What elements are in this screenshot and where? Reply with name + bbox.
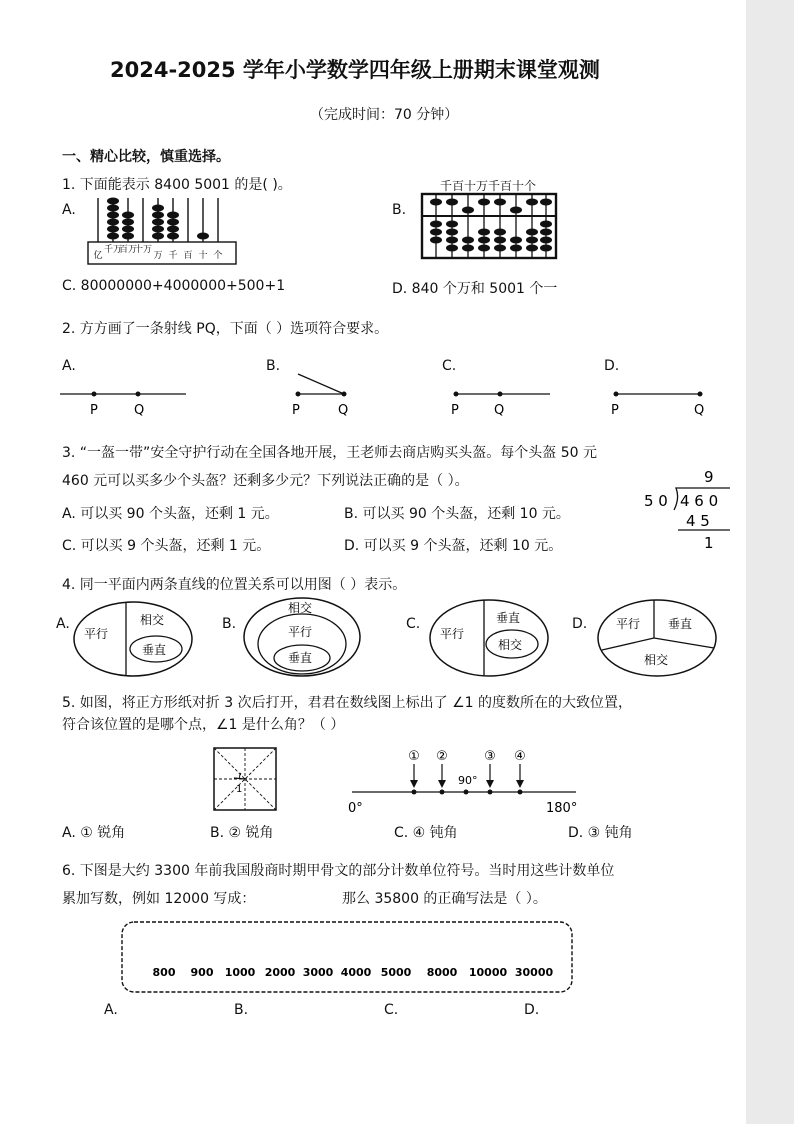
unit-800: 800 xyxy=(152,966,176,979)
q5-option-a: A. ① 锐角 xyxy=(62,825,126,841)
ray-d-point-p: P xyxy=(611,403,619,418)
degree-number-line xyxy=(338,744,592,816)
venn-c-right-bottom: 相交 xyxy=(498,638,523,652)
ray-diagram-c xyxy=(448,380,554,420)
venn-a-left: 平行 xyxy=(84,627,109,641)
division-remainder: 1 xyxy=(704,534,714,552)
q4-option-a-label: A. xyxy=(56,616,70,632)
venn-c-left: 平行 xyxy=(440,627,465,641)
q6-option-d: D. xyxy=(524,1002,540,1018)
ray-d-point-q: Q xyxy=(694,403,705,418)
venn-b-outer: 相交 xyxy=(288,601,313,615)
venn-b-middle: 平行 xyxy=(288,625,313,639)
unit-8000: 8000 xyxy=(426,966,458,979)
unit-10000: 10000 xyxy=(468,966,508,979)
q6-stem-line2: 累加写数，例如 12000 写成： xyxy=(62,891,256,907)
q5-stem-line1: 5. 如图，将正方形纸对折 3 次后打开，君君在数线图上标出了 ∠1 的度数所在的大致位置， xyxy=(62,695,632,711)
q1-option-a-label: A. xyxy=(62,202,76,218)
ray-b-point-q: Q xyxy=(338,403,349,418)
q3-option-d: D. 可以买 9 个头盔，还剩 10 元。 xyxy=(344,538,563,554)
division-divisor: 5 0 xyxy=(644,492,668,510)
q6-option-b: B. xyxy=(234,1002,249,1018)
division-product: 4 5 xyxy=(686,512,710,530)
page-title: 2024-2025 学年小学数学四年级上册期末课堂观测 xyxy=(110,58,600,82)
q1-option-c: C. 80000000+4000000+500+1 xyxy=(62,278,286,294)
q4-option-c-label: C. xyxy=(406,616,421,632)
division-quotient: 9 xyxy=(704,468,714,486)
q1-option-d: D. 840 个万和 5001 个一 xyxy=(392,281,558,297)
q6-stem-line2b: 那么 35800 的正确写法是（ ）。 xyxy=(342,891,547,907)
q6-option-c: C. xyxy=(384,1002,399,1018)
venn-a-right-bottom: 垂直 xyxy=(142,643,167,657)
q3-option-b: B. 可以买 90 个头盔，还剩 10 元。 xyxy=(344,506,570,522)
q2-option-b-label: B. xyxy=(266,358,281,374)
ray-diagram-a xyxy=(58,380,190,420)
venn-a-right-top: 相交 xyxy=(140,613,165,627)
unit-4000: 4000 xyxy=(340,966,372,979)
unit-5000: 5000 xyxy=(380,966,412,979)
division-dividend: 4 6 0 xyxy=(680,492,719,510)
abacus-a-label-8: 个 xyxy=(213,251,223,261)
venn-b xyxy=(240,594,366,680)
angle-1-label: 1 xyxy=(236,784,243,795)
q3-option-c: C. 可以买 9 个头盔，还剩 1 元。 xyxy=(62,538,271,554)
ray-diagram-b xyxy=(290,372,360,420)
q3-stem-line1: 3. “一盔一带”安全守护行动在全国各地开展，王老师去商店购买头盔。每个头盔 50 元 xyxy=(62,445,598,461)
venn-a xyxy=(70,598,196,680)
ray-b-point-p: P xyxy=(292,403,300,418)
q3-stem-line2: 460 元可以买多少个头盔？还剩多少元？下列说法正确的是（ ）。 xyxy=(62,473,469,489)
abacus-a-label-5: 千 xyxy=(168,251,178,261)
abacus-a-label-6: 百 xyxy=(183,251,193,261)
unit-2000: 2000 xyxy=(264,966,296,979)
marker-3: ③ xyxy=(484,749,496,764)
abacus-a-label-4: 万 xyxy=(153,251,163,261)
long-division xyxy=(642,466,732,556)
abacus-b xyxy=(418,176,560,262)
venn-d-right: 垂直 xyxy=(668,617,693,631)
venn-c-right-top: 垂直 xyxy=(496,611,521,625)
ray-a-point-p: P xyxy=(90,403,98,418)
q4-option-b-label: B. xyxy=(222,616,237,632)
ray-diagram-d xyxy=(608,380,712,420)
q4-option-d-label: D. xyxy=(572,616,588,632)
venn-d-bottom: 相交 xyxy=(644,653,669,667)
axis-end: 180° xyxy=(546,801,578,816)
time-limit: （完成时间：70 分钟） xyxy=(310,107,459,123)
unit-900: 900 xyxy=(190,966,214,979)
oracle-units-box xyxy=(118,918,578,998)
ray-c-point-p: P xyxy=(451,403,459,418)
folded-square xyxy=(208,742,284,818)
q5-option-d: D. ③ 钝角 xyxy=(568,825,633,841)
unit-30000: 30000 xyxy=(514,966,554,979)
q2-stem: 2. 方方画了一条射线 PQ，下面（ ）选项符合要求。 xyxy=(62,321,389,337)
q5-stem-line2: 符合该位置的是哪个点，∠1 是什么角？（ ） xyxy=(62,717,345,733)
mark-90: 90° xyxy=(458,774,478,787)
q5-option-c: C. ④ 钝角 xyxy=(394,825,458,841)
q3-option-a: A. 可以买 90 个头盔，还剩 1 元。 xyxy=(62,506,279,522)
q2-option-c-label: C. xyxy=(442,358,457,374)
venn-c xyxy=(426,596,552,680)
unit-1000: 1000 xyxy=(224,966,256,979)
q1-option-b-label: B. xyxy=(392,202,407,218)
q4-stem: 4. 同一平面内两条直线的位置关系可以用图（ ）表示。 xyxy=(62,577,407,593)
axis-start: 0° xyxy=(348,801,363,816)
abacus-a-label-0: 亿 xyxy=(93,251,103,261)
q5-option-b: B. ② 锐角 xyxy=(210,825,274,841)
venn-d xyxy=(594,596,720,680)
q1-stem: 1. 下面能表示 8400 5001 的是( )。 xyxy=(62,177,292,193)
marker-2: ② xyxy=(436,749,448,764)
venn-d-left: 平行 xyxy=(616,617,641,631)
q2-option-a-label: A. xyxy=(62,358,76,374)
page-edge-shadow xyxy=(746,0,794,1124)
abacus-a-label-2: 百万 xyxy=(118,245,138,255)
q6-stem-line1: 6. 下图是大约 3300 年前我国殷商时期甲骨文的部分计数单位符号。当时用这些计数单位 xyxy=(62,863,615,879)
unit-3000: 3000 xyxy=(302,966,334,979)
abacus-a-label-3: 十万 xyxy=(133,245,153,255)
q2-option-d-label: D. xyxy=(604,358,620,374)
q6-option-a: A. xyxy=(104,1002,118,1018)
abacus-a xyxy=(84,192,244,268)
marker-1: ① xyxy=(408,749,420,764)
abacus-b-labels: 千百十万千百十个 xyxy=(439,179,537,193)
marker-4: ④ xyxy=(514,749,526,764)
ray-c-point-q: Q xyxy=(494,403,505,418)
ray-a-point-q: Q xyxy=(134,403,145,418)
venn-b-inner: 垂直 xyxy=(288,651,313,665)
section-heading: 一、精心比较，慎重选择。 xyxy=(62,149,230,165)
abacus-a-label-7: 十 xyxy=(198,251,208,261)
abacus-a-label-1: 千万 xyxy=(103,245,123,255)
